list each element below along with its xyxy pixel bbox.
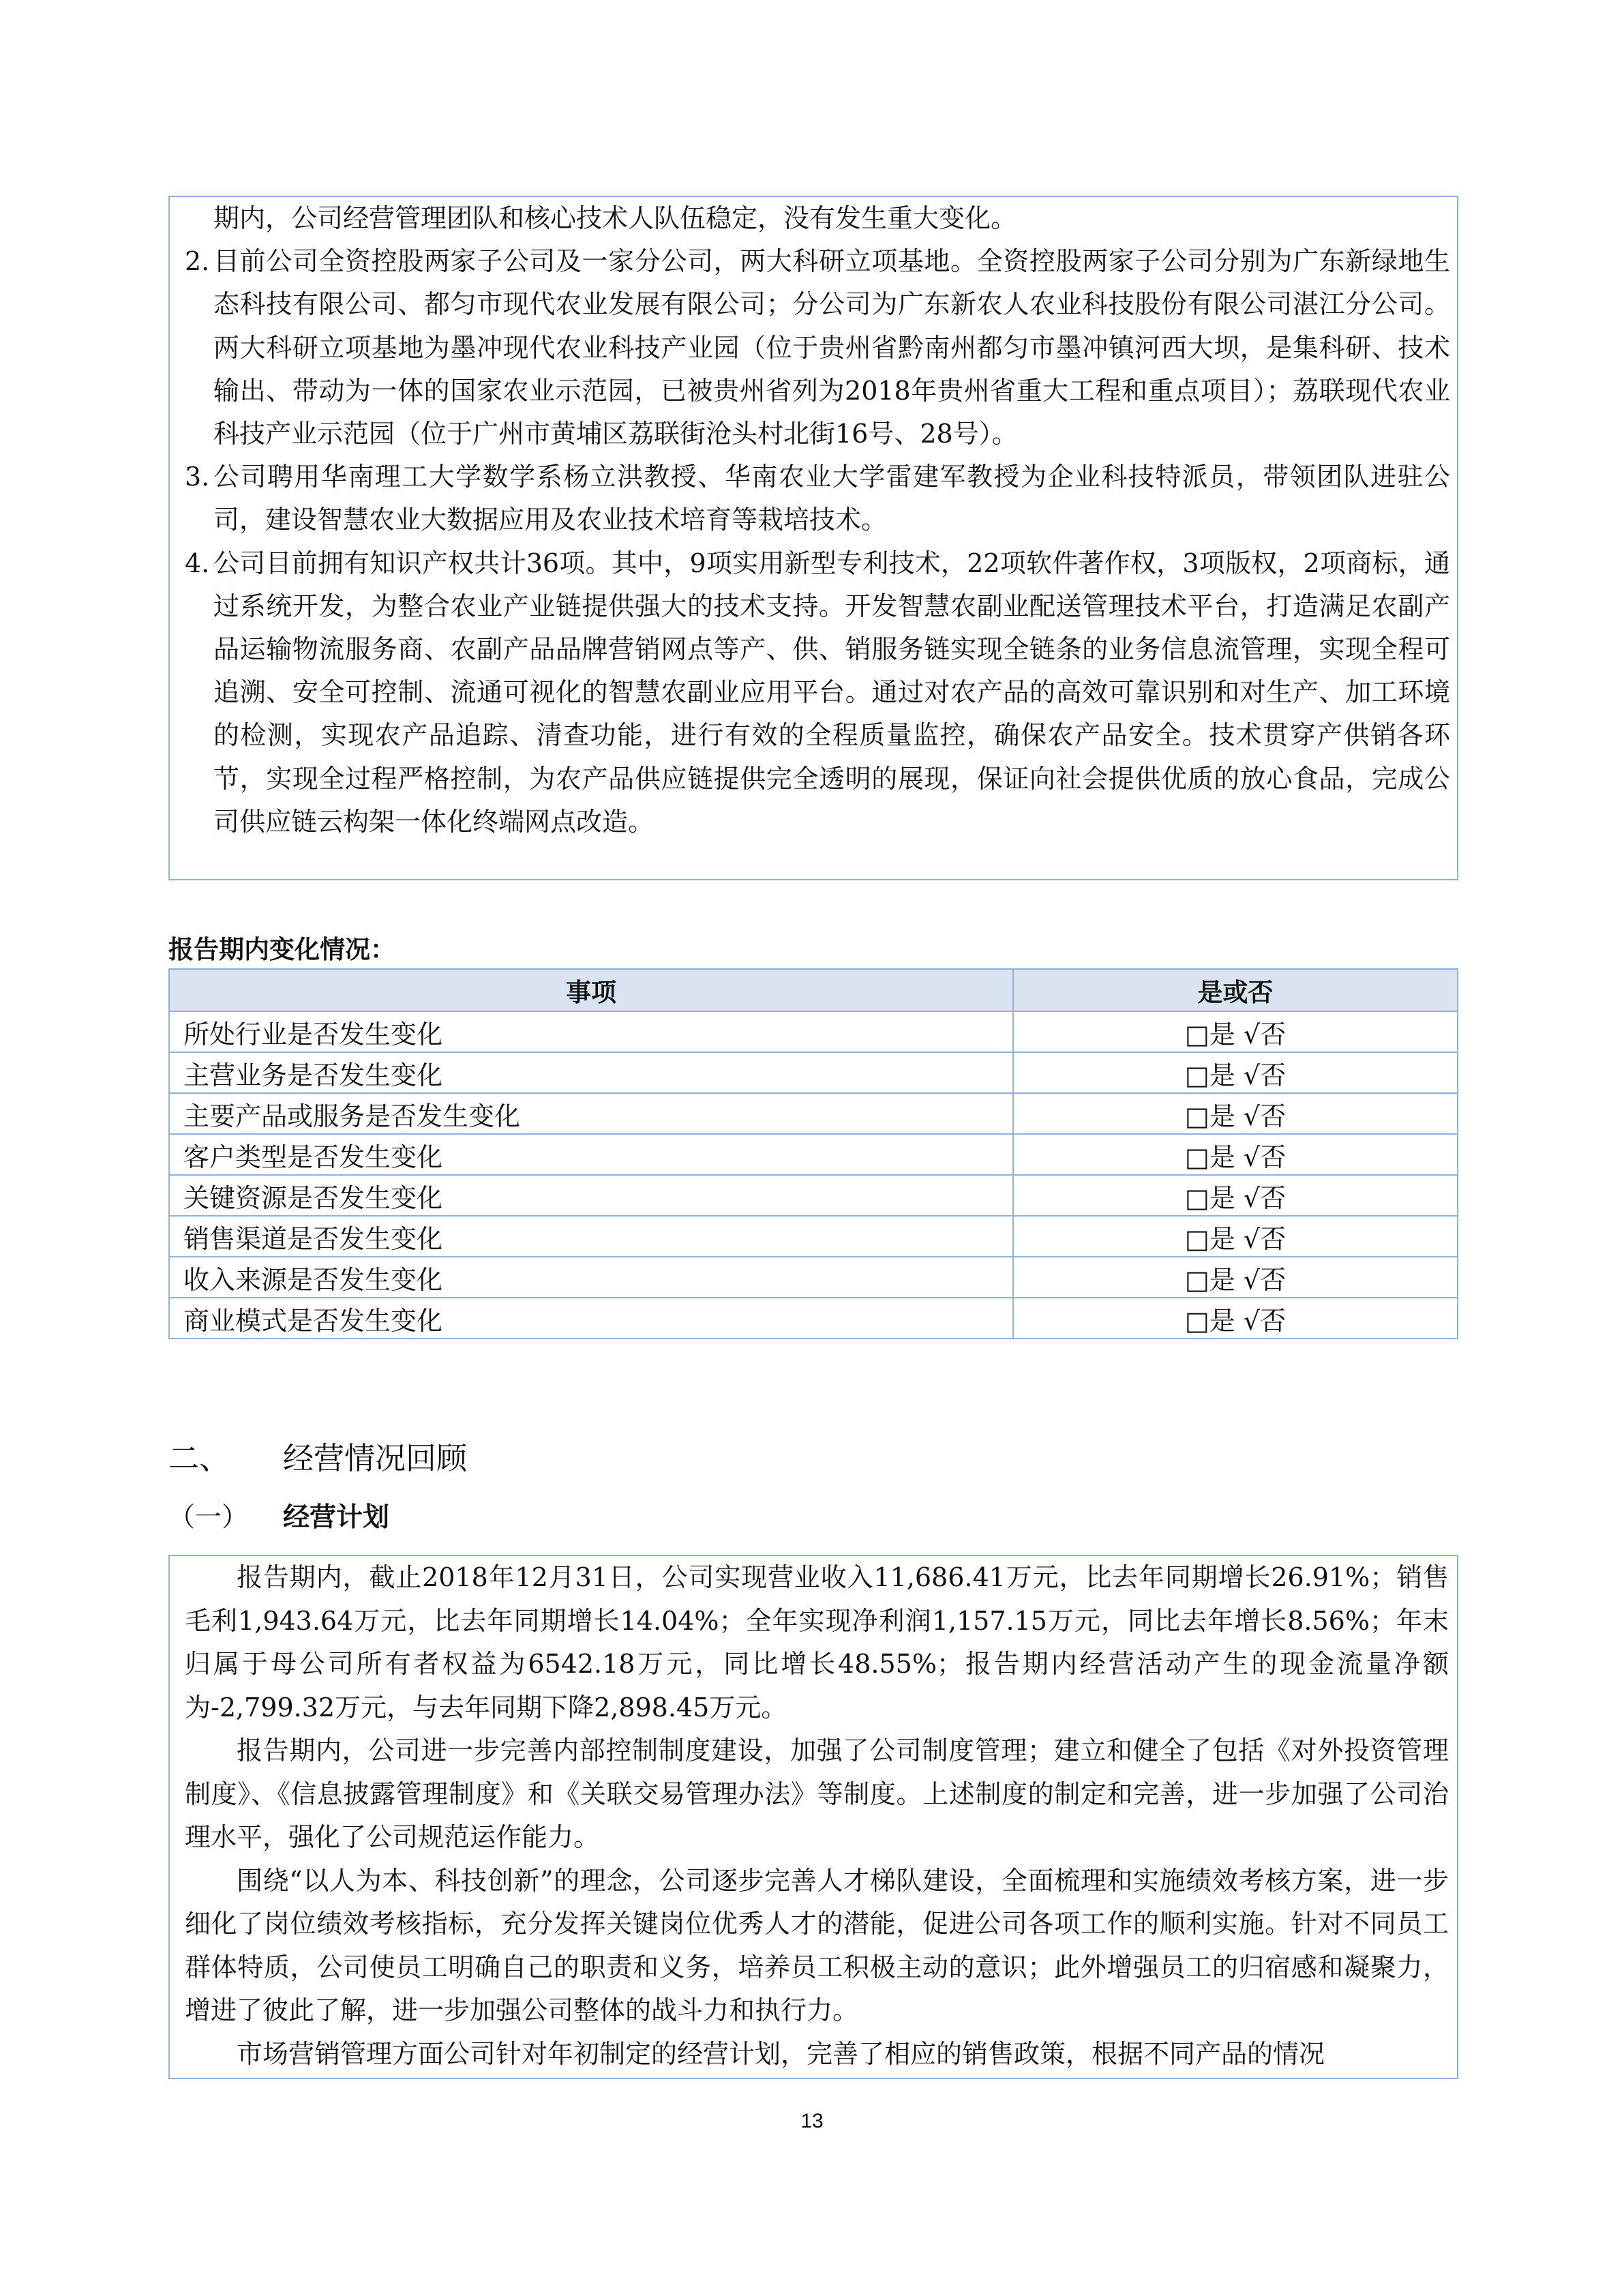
section-number: 二、 [168,1440,230,1476]
table-row [169,1011,1458,1052]
table-row [169,1093,1458,1134]
row-item: 销售渠道是否发生变化 [169,1216,1013,1257]
table-row [169,1134,1458,1175]
paragraph: 报告期内，公司进一步完善内部控制制度建设，加强了公司制度管理；建立和健全了包括《对外投资管理制度》、《信息披露管理制度》和《关联交易管理办法》等制度。上述制度的制定和完善，进一步加强了公司治理水平，强化了公司规范运作能力。 [185,1735,1449,1852]
list-item [185,542,1450,844]
table-row [169,1257,1458,1298]
row-value: □是 √否 [1013,1093,1458,1134]
row-value: □是 √否 [1013,1052,1458,1093]
row-value: □是 √否 [1013,1216,1458,1257]
column-header-item: 事项 [169,969,1013,1011]
row-item: 商业模式是否发生变化 [169,1298,1013,1339]
list-item-text: 公司聘用华南理工大学数学系杨立洪教授、华南农业大学雷建军教授为企业科技特派员，带领团队进驻公司，建设智慧农业大数据应用及农业技术培育等栽培技术。 [213,462,1450,535]
paragraph: 围绕“以人为本、科技创新”的理念，公司逐步完善人才梯队建设，全面梳理和实施绩效考核方案，进一步细化了岗位绩效考核指标，充分发挥关键岗位优秀人才的潜能，促进公司各项工作的顺利实施。针对不同员工群体特质，公司使员工明确自己的职责和义务，培养员工积极主动的意识；此外增强员工的归宿感和凝聚力，增进了彼此了解，进一步加强公司整体的战斗力和执行力。 [185,1865,1449,2025]
table-row [169,1298,1458,1339]
list-item [185,240,1450,456]
change-table [168,968,1458,1339]
list-item-number: 2. [185,246,210,277]
column-header-value: 是或否 [1013,969,1458,1011]
row-item: 收入来源是否发生变化 [169,1257,1013,1298]
continued-paragraph: 期内，公司经营管理团队和核心技术人队伍稳定，没有发生重大变化。 [213,203,1017,233]
row-item: 主要产品或服务是否发生变化 [169,1093,1013,1134]
table-row [169,1052,1458,1093]
row-value: □是 √否 [1013,1175,1458,1216]
paragraph: 报告期内，截止2018年12月31日，公司实现营业收入11,686.41万元，比去年同期增长26.91%；销售毛利1,943.64万元，比去年同期增长14.04%；全年实现净利润1,157.15万元，同比去年增长8.56%；年末归属于母公司所有者权益为6542.18万元，同比增长48.55%；报告期内经营活动产生的现金流量净额为-2,799.32万元，与去年同期下降2,898.45万元。 [185,1562,1449,1723]
section-title: 经营情况回顾 [283,1440,468,1476]
subsection-number: （一） [168,1502,249,1533]
business-plan-box [168,1555,1458,2079]
list-item-number: 3. [185,462,210,492]
row-value: □是 √否 [1013,1134,1458,1175]
table-row [169,1175,1458,1216]
list-item-number: 4. [185,548,210,578]
row-item: 客户类型是否发生变化 [169,1134,1013,1175]
row-value: □是 √否 [1013,1298,1458,1339]
subsection-title: 经营计划 [283,1502,390,1533]
change-section-heading: 报告期内变化情况： [168,935,395,964]
list-item [185,456,1450,541]
row-item: 所处行业是否发生变化 [169,1011,1013,1052]
subsection-heading [168,1496,389,1534]
list-item-text: 目前公司全资控股两家子公司及一家分公司，两大科研立项基地。全资控股两家子公司分别为广东新绿地生态科技有限公司、都匀市现代农业发展有限公司；分公司为广东新农人农业科技股份有限公司湛江分公司。两大科研立项基地为墨冲现代农业科技产业园（位于贵州省黔南州都匀市墨冲镇河西大坝，是集科研、技术输出、带动为一体的国家农业示范园，已被贵州省列为2018年贵州省重大工程和重点项目）；荔联现代农业科技产业示范园（位于广州市黄埔区荔联街沧头村北街16号、28号）。 [213,246,1450,449]
row-value: □是 √否 [1013,1257,1458,1298]
section-heading [168,1433,467,1478]
company-info-box [168,196,1458,880]
paragraph: 市场营销管理方面公司针对年初制定的经营计划，完善了相应的销售政策，根据不同产品的情况 [237,2038,1325,2069]
page-number: 13 [800,2110,824,2132]
table-header-row [169,969,1458,1011]
list-item-text: 公司目前拥有知识产权共计36项。其中，9项实用新型专利技术，22项软件著作权，3项版权，2项商标，通过系统开发，为整合农业产业链提供强大的技术支持。开发智慧农副业配送管理技术平台，打造满足农副产品运输物流服务商、农副产品品牌营销网点等产、供、销服务链实现全链条的业务信息流管理，实现全程可追溯、安全可控制、流通可视化的智慧农副业应用平台。通过对农产品的高效可靠识别和对生产、加工环境的检测，实现农产品追踪、清查功能，进行有效的全程质量监控，确保农产品安全。技术贯穿产供销各环节，实现全过程严格控制，为农产品供应链提供完全透明的展现，保证向社会提供优质的放心食品，完成公司供应链云构架一体化终端网点改造。 [213,548,1450,837]
row-value: □是 √否 [1013,1011,1458,1052]
row-item: 关键资源是否发生变化 [169,1175,1013,1216]
row-item: 主营业务是否发生变化 [169,1052,1013,1093]
table-row [169,1216,1458,1257]
